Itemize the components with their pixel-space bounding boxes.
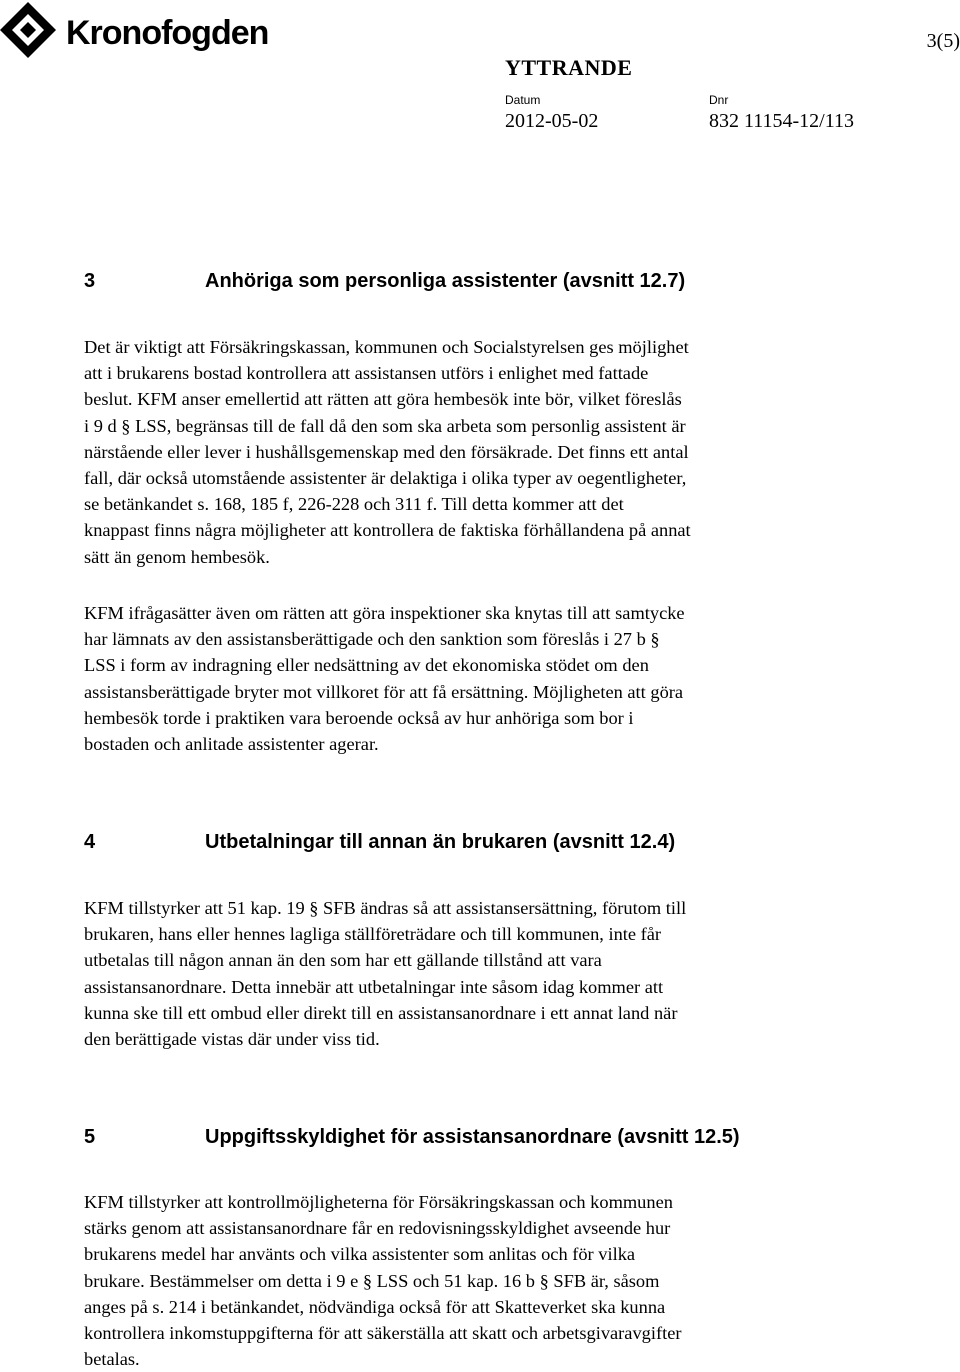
text-line: KFM tillstyrker att kontrollmöjligheterna för Försäkringskassan och kommunen	[84, 1192, 673, 1212]
text-line: se betänkandet s. 168, 185 f, 226-228 och 311 f. Till detta kommer att det	[84, 494, 624, 515]
text-line: KFM ifrågasätter även om rätten att göra inspektioner ska knytas till att samtycke	[84, 603, 685, 623]
text-line: knappast finns några möjligheter att kontrollera de faktiska förhållandena på annat	[84, 520, 691, 541]
kronofogden-logo	[0, 0, 269, 64]
text-line: utbetalas till någon annan än den som har ett gällande tillstånd att vara	[84, 950, 602, 971]
text-line: KFM tillstyrker att 51 kap. 19 § SFB ändras så att assistansersättning, förutom till	[84, 898, 687, 918]
logo-text: Kronofogden	[66, 14, 269, 52]
text-line: beslut. KFM anser emellertid att rätten att göra hembesök inte bör, vilket föreslås	[84, 389, 682, 410]
text-line: hembesök torde i praktiken vara beroende också av hur anhöriga som bor i	[84, 707, 634, 728]
text-line: assistansanordnare. Detta innebär att utbetalningar inte såsom idag kommer att	[84, 976, 664, 997]
kronofogden-logo-icon	[0, 0, 64, 64]
text-line: sätt än genom hembesök.	[84, 546, 270, 567]
text-line: stärks genom att assistansanordnare får en redovisningsskyldighet avseende hur	[84, 1218, 671, 1239]
page-number: 3(5)	[926, 30, 960, 52]
section-3-heading	[84, 270, 685, 293]
text-line: fall, där också utomstående assistenter är delaktiga i olika typer av oegentligheter,	[84, 468, 687, 489]
section-title: Anhöriga som personliga assistenter (avsnitt 12.7)	[205, 270, 686, 292]
date-value: 2012-05-02	[505, 110, 599, 132]
text-line: att i brukarens bostad kontrollera att assistansen utförs i enlighet med fattade	[84, 363, 649, 384]
text-line: den berättigade vistas där under viss tid.	[84, 1029, 380, 1050]
section-3-paragraph-2	[84, 600, 874, 757]
section-4-heading	[84, 831, 675, 854]
text-line: brukarens medel har använts och vilka assistenter som anlitas och för vilka	[84, 1244, 636, 1265]
text-line: brukare. Bestämmelser om detta i 9 e § LSS och 51 kap. 16 b § SFB är, såsom	[84, 1270, 660, 1291]
text-line: har lämnats av den assistansberättigade och den sanktion som föreslås i 27 b §	[84, 629, 660, 650]
section-title: Utbetalningar till annan än brukaren (avsnitt 12.4)	[205, 831, 676, 853]
dnr-label: Dnr	[709, 93, 729, 107]
document-type: YTTRANDE	[505, 55, 633, 80]
section-title: Uppgiftsskyldighet för assistansanordnare (avsnitt 12.5)	[205, 1126, 740, 1148]
text-line: anges på s. 214 i betänkandet, nödvändiga också för att Skatteverket ska kunna	[84, 1296, 666, 1317]
text-line: LSS i form av indragning eller nedsättning av det ekonomiska stödet om den	[84, 655, 649, 676]
section-5-paragraph-1	[84, 1189, 874, 1372]
section-number: 3	[84, 270, 96, 292]
text-line: närstående eller lever i hushållsgemenskap med den försäkrade. Det finns ett antal	[84, 441, 689, 462]
text-line: bostaden och anlitade assistenter agerar.	[84, 734, 379, 755]
section-number: 5	[84, 1126, 96, 1148]
text-line: betalas.	[84, 1349, 140, 1370]
text-line: brukaren, hans eller hennes lagliga ställföreträdare och till kommunen, inte får	[84, 924, 662, 945]
section-5-heading	[84, 1126, 740, 1149]
text-line: kunna ske till ett ombud eller direkt till en assistansanordnare i ett annat land när	[84, 1002, 678, 1023]
text-line: kontrollera inkomstuppgifterna för att säkerställa att skatt och arbetsgivaravgifter	[84, 1323, 682, 1344]
text-line: i 9 d § LSS, begränsas till de fall då den som ska arbeta som personlig assistent är	[84, 415, 686, 436]
dnr-value: 832 11154-12/113	[709, 110, 854, 132]
section-number: 4	[84, 831, 96, 853]
section-3-paragraph-1	[84, 334, 874, 570]
text-line: Det är viktigt att Försäkringskassan, kommunen och Socialstyrelsen ges möjlighet	[84, 337, 689, 357]
text-line: assistansberättigade bryter mot villkoret för att få ersättning. Möjligheten att göra	[84, 681, 684, 702]
section-4-paragraph-1	[84, 895, 874, 1052]
date-label: Datum	[505, 93, 541, 107]
